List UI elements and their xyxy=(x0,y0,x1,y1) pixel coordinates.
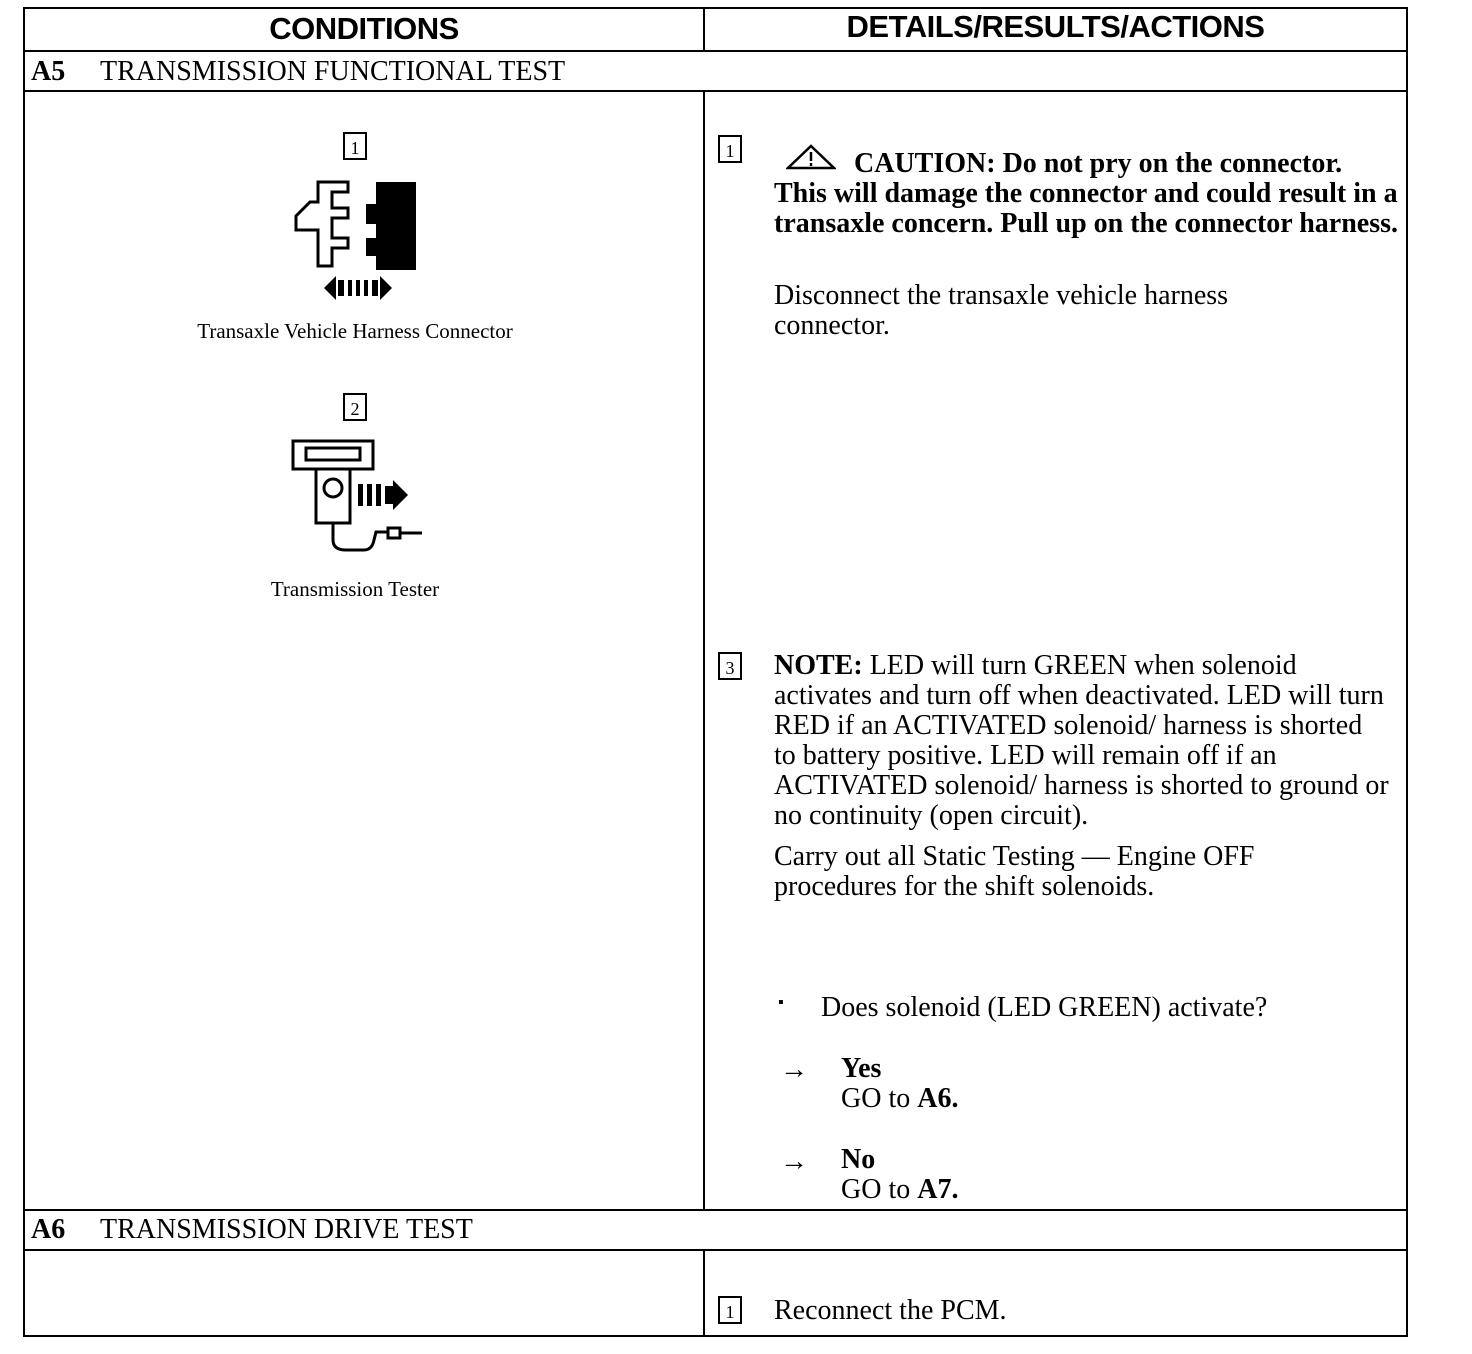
no-action-target: A7. xyxy=(917,1174,959,1205)
caution-text: This will damage the connector and could result in a transaxle concern. Pull up on the connector harness. xyxy=(774,178,1399,239)
yes-action xyxy=(841,1084,958,1114)
a6-step1-instruction: Reconnect the PCM. xyxy=(774,1295,1007,1326)
table-border-right xyxy=(1406,7,1408,1337)
a6-step1-box: 1 xyxy=(718,1296,742,1324)
a5-step1-instruction: Disconnect the transaxle vehicle harness connector. xyxy=(774,280,1229,341)
no-action-prefix: GO to xyxy=(841,1174,911,1205)
no-arrow: → xyxy=(780,1146,808,1177)
details-header: DETAILS/RESULTS/ACTIONS xyxy=(846,9,1265,44)
a5-step1-caution xyxy=(774,149,1399,239)
header-divider xyxy=(23,50,1408,52)
figure2-step-box: 2 xyxy=(343,393,367,421)
table-border-left xyxy=(23,7,25,1337)
no-action xyxy=(841,1175,958,1205)
caution-label: CAUTION: xyxy=(854,148,996,179)
a5-step3-note xyxy=(774,651,1390,913)
section-a6-divider xyxy=(23,1249,1408,1251)
section-a5-title: TRANSMISSION FUNCTIONAL TEST xyxy=(100,56,566,87)
a5-step3-question: Does solenoid (LED GREEN) activate? xyxy=(821,992,1268,1023)
figure2-caption: Transmission Tester xyxy=(270,577,440,601)
a5-step3-instruction: Carry out all Static Testing — Engine OFF procedures for the shift solenoids. xyxy=(774,841,1255,902)
note-label: NOTE: xyxy=(774,650,863,681)
no-label: No xyxy=(841,1144,876,1175)
a5-step3-box: 3 xyxy=(718,652,742,680)
section-a5-divider xyxy=(23,90,1408,92)
yes-arrow: → xyxy=(780,1054,808,1085)
section-a5-code: A5 xyxy=(31,56,66,87)
transmission-tester-icon xyxy=(288,436,428,558)
yes-label: Yes xyxy=(841,1053,882,1084)
yes-action-prefix: GO to xyxy=(841,1083,911,1114)
column-divider-a5 xyxy=(703,90,705,1210)
section-a6-top-divider xyxy=(23,1209,1408,1211)
a5-step1-box: 1 xyxy=(718,135,742,163)
note-text: LED will turn GREEN when solenoid activates and turn off when deactivated. LED will turn RED if an ACTIVATED solenoid/ harness is shorted to battery positive. LED will remain off if an ACTIVATED solenoid/ harness is shorted to ground or no continuity (open circuit). xyxy=(774,650,1389,831)
figure1-step-box: 1 xyxy=(343,132,367,160)
column-divider-a6 xyxy=(703,1249,705,1337)
conditions-header: CONDITIONS xyxy=(269,11,459,46)
caution-line1: Do not pry on the connector. xyxy=(1002,148,1343,179)
harness-connector-icon xyxy=(290,176,420,302)
question-bullet: ▪ xyxy=(778,994,784,1011)
yes-action-target: A6. xyxy=(917,1083,959,1114)
table-border-bottom xyxy=(23,1335,1408,1337)
section-a6-code: A6 xyxy=(31,1214,66,1245)
figure1-caption: Transaxle Vehicle Harness Connector xyxy=(197,319,513,343)
section-a6-title: TRANSMISSION DRIVE TEST xyxy=(100,1214,473,1245)
